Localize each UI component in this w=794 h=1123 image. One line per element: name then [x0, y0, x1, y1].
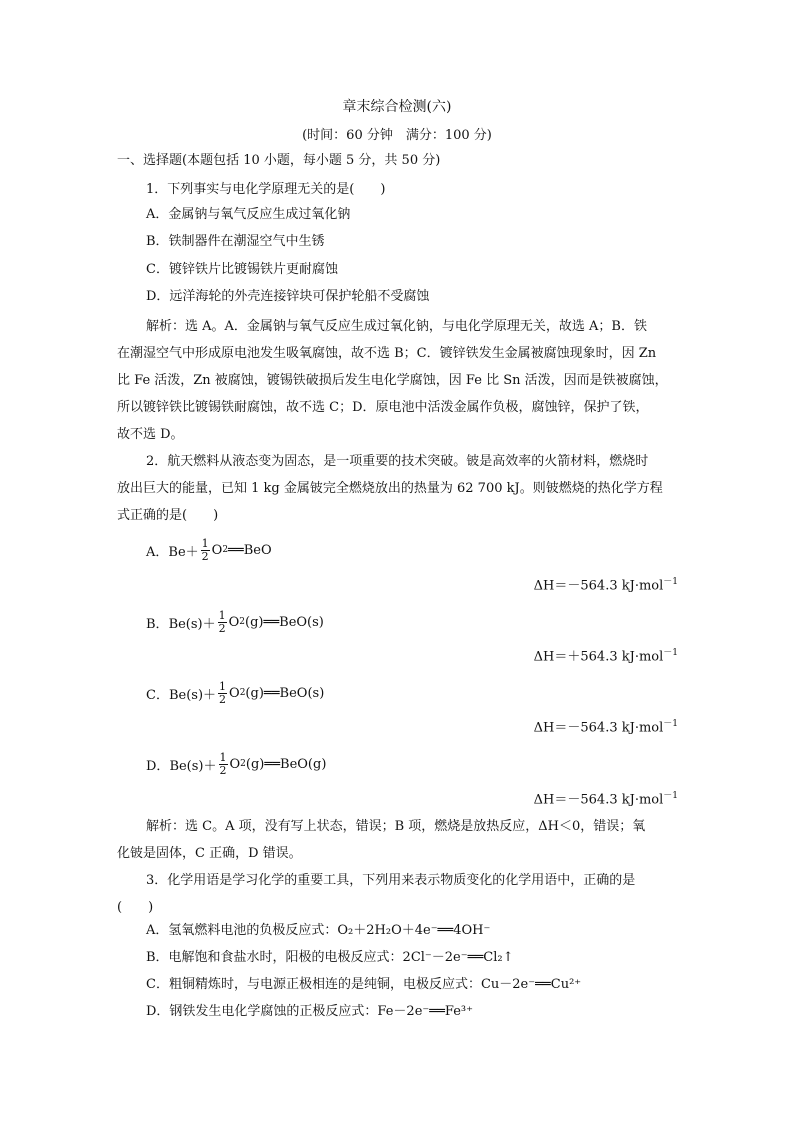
equation-right: (g)══BeO(g) — [245, 756, 327, 772]
q1-analysis-line: 解析：选 A。A．金属钠与氧气反应生成过氧化钠，与电化学原理无关，故选 A；B．铁 — [146, 319, 647, 334]
fraction-denominator: 2 — [219, 763, 227, 777]
option-label: B． — [146, 616, 169, 632]
q2-option-c — [146, 673, 324, 713]
q2-analysis-line: 化铍是固体，C 正确，D 错误。 — [117, 846, 302, 861]
q2-option-b — [146, 602, 324, 642]
oxygen-symbol: O — [211, 542, 223, 558]
q1-option-d: D．远洋海轮的外壳连接锌块可保护轮船不受腐蚀 — [146, 289, 430, 304]
enthalpy-value: ΔH＝－564.3 kJ·mol — [533, 720, 664, 736]
option-label: C． — [146, 687, 169, 703]
q3-option-d: D．钢铁发生电化学腐蚀的正极反应式：Fe－2e⁻══Fe³⁺ — [146, 1004, 473, 1019]
fraction-numerator: 1 — [219, 679, 227, 693]
q2-stem-line: 式正确的是( ) — [117, 508, 219, 523]
oxygen-subscript: 2 — [239, 617, 246, 627]
equation-right: (g)══BeO(s) — [245, 685, 325, 701]
equation-left: Be(s)＋ — [169, 758, 217, 774]
equation-right: (g)══BeO(s) — [245, 614, 324, 630]
fraction-numerator: 1 — [201, 536, 209, 550]
oxygen-subscript: 2 — [240, 759, 246, 769]
page-title: 章末综合检测(六) — [342, 99, 452, 115]
equation-left: Be(s)＋ — [168, 616, 216, 632]
equation-right: ══BeO — [228, 542, 272, 558]
enthalpy-unit-exponent: －1 — [663, 719, 678, 729]
q3-stem-line: ( ) — [117, 900, 154, 915]
enthalpy-unit-exponent: －1 — [663, 791, 678, 801]
q2-option-c-enthalpy — [534, 716, 678, 735]
oxygen-symbol: O — [229, 685, 240, 701]
option-label: A． — [146, 544, 169, 560]
enthalpy-value: ΔH＝－564.3 kJ·mol — [533, 792, 664, 808]
q1-analysis — [117, 313, 677, 448]
q1-analysis-line: 所以镀锌铁比镀锡铁耐腐蚀，故不选 C；D．原电池中活泼金属作负极，腐蚀锌，保护了铁， — [117, 400, 649, 415]
q1-option-a: A．金属钠与氧气反应生成过氧化钠 — [146, 207, 351, 222]
q2-stem-line: 放出巨大的能量，已知 1 kg 金属铍完全燃烧放出的热量为 62 700 kJ。则铍燃烧的热化学方程 — [117, 481, 663, 496]
exam-info: (时间：60 分钟 满分：100 分) — [302, 128, 492, 143]
fraction-denominator: 2 — [201, 549, 209, 563]
section-heading: 一、选择题(本题包括 10 小题，每小题 5 分，共 50 分) — [117, 153, 441, 168]
q3-option-c: C．粗铜精炼时，与电源正极相连的是纯铜，电极反应式：Cu－2e⁻══Cu²⁺ — [146, 977, 582, 992]
fraction-denominator: 2 — [219, 692, 227, 706]
q3-option-a: A．氢氧燃料电池的负极反应式：O₂＋2H₂O＋4e⁻══4OH⁻ — [146, 923, 491, 938]
fraction-numerator: 1 — [218, 608, 226, 622]
q3-stem — [117, 867, 677, 921]
q1-analysis-line: 故不选 D。 — [117, 427, 184, 442]
q1-option-c: C．镀锌铁片比镀锡铁片更耐腐蚀 — [146, 262, 338, 277]
enthalpy-unit-exponent: －1 — [663, 648, 678, 658]
oxygen-symbol: O — [229, 756, 241, 772]
fraction — [219, 752, 228, 777]
equation-left: Be＋ — [168, 544, 199, 560]
fraction — [218, 610, 227, 635]
enthalpy-unit-exponent: －1 — [663, 577, 678, 587]
q2-option-a-enthalpy — [534, 574, 678, 593]
oxygen-symbol: O — [228, 614, 240, 630]
enthalpy-value: ΔH＝＋564.3 kJ·mol — [533, 649, 664, 665]
q2-option-d — [146, 744, 326, 784]
q2-stem-line: 2．航天燃料从液态变为固态，是一项重要的技术突破。铍是高效率的火箭材料，燃烧时 — [146, 454, 649, 469]
q2-option-d-enthalpy — [534, 788, 678, 807]
q3-stem-line: 3．化学用语是学习化学的重要工具，下列用来表示物质变化的化学用语中，正确的是 — [146, 873, 636, 888]
q2-option-a — [146, 530, 272, 570]
q3-option-b: B．电解饱和食盐水时，阳极的电极反应式：2Cl⁻－2e⁻══Cl₂↑ — [146, 950, 514, 965]
fraction — [218, 681, 227, 706]
option-label: D． — [146, 758, 170, 774]
enthalpy-value: ΔH＝－564.3 kJ·mol — [533, 578, 664, 594]
equation-left: Be(s)＋ — [168, 687, 217, 703]
fraction-numerator: 1 — [219, 750, 227, 764]
oxygen-subscript: 2 — [222, 545, 229, 555]
oxygen-subscript: 2 — [239, 688, 246, 698]
q2-analysis — [117, 813, 677, 867]
q2-analysis-line: 解析：选 C。A 项，没有写上状态，错误；B 项，燃烧是放热反应，ΔH＜0，错误；氧 — [146, 819, 646, 834]
fraction-denominator: 2 — [218, 621, 226, 635]
q1-analysis-line: 在潮湿空气中形成原电池发生吸氧腐蚀，故不选 B；C．镀锌铁发生金属被腐蚀现象时，因 Zn — [117, 346, 657, 361]
q2-option-b-enthalpy — [534, 645, 678, 664]
fraction — [201, 538, 210, 563]
q1-analysis-line: 比 Fe 活泼，Zn 被腐蚀，镀锡铁破损后发生电化学腐蚀，因 Fe 比 Sn 活泼，因而是铁被腐蚀， — [117, 373, 668, 388]
q2-stem — [117, 448, 677, 529]
q1-option-b: B．铁制器件在潮湿空气中生锈 — [146, 234, 325, 249]
q1-stem: 1．下列事实与电化学原理无关的是( ) — [146, 182, 386, 197]
